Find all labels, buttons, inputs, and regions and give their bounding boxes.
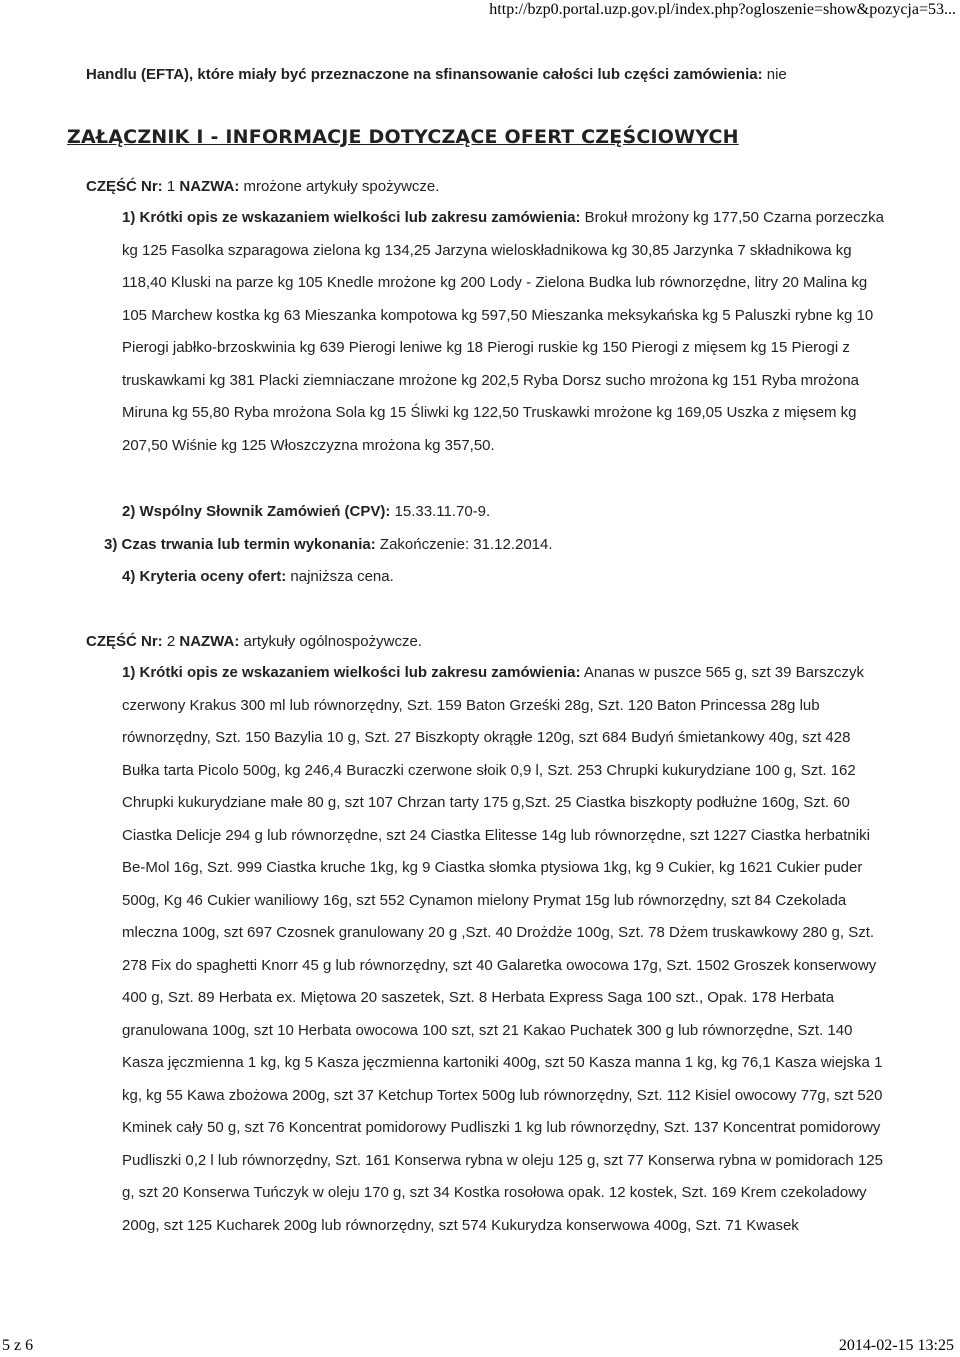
part2-description bbox=[122, 657, 892, 1242]
part1-criteria-value: najniższa cena. bbox=[290, 568, 394, 585]
part1-part-label: CZĘŚĆ Nr: bbox=[86, 178, 163, 195]
intro-value: nie bbox=[766, 66, 787, 83]
page-url: http://bzp0.portal.uzp.gov.pl/index.php?ogloszenie=show&pozycja=53... bbox=[489, 1, 956, 18]
part1-criteria bbox=[122, 568, 394, 585]
part1-desc-value: Brokuł mrożony kg 177,50 Czarna porzeczka kg 125 Fasolka szparagowa zielona kg 134,25 Jarzyna wieloskładnikowa kg 30,85 Jarzynka 7 składnikowa kg 118,40 Kluski na parze kg 105 Knedle mrożone kg 200 Lody - Zielona Budka lub równorzędne, litry 20 Malina kg 105 Marchew kostka kg 63 Mieszanka kompotowa kg 597,50 Mieszanka meksykańska kg 5 Paluszki rybne kg 10 Pierogi jabłko-brzoskwinia kg 639 Pierogi leniwe kg 18 Pierogi ruskie kg 150 Pierogi z mięsem kg 15 Pierogi z truskawkami kg 381 Placki ziemniaczane mrożone kg 202,5 Ryba Dorsz sucho mrożona kg 151 Ryba mrożona Miruna kg 55,80 Ryba mrożona Sola kg 15 Śliwki kg 122,50 Truskawki mrożone kg 169,05 Uszka z mięsem kg 207,50 Wiśnie kg 125 Włoszczyzna mrożona kg 357,50. bbox=[122, 209, 884, 454]
print-datetime: 2014-02-15 13:25 bbox=[838, 1337, 954, 1354]
part1-cpv-value: 15.33.11.70-9. bbox=[394, 503, 491, 520]
part1-part-number: 1 bbox=[166, 178, 176, 195]
intro-line bbox=[86, 66, 787, 83]
part2-desc-value: Ananas w puszce 565 g, szt 39 Barszczyk czerwony Krakus 300 ml lub równorzędny, Szt. 159 Baton Grześki 28g, Szt. 120 Baton Princessa 28g lub równorzędny, Szt. 150 Bazylia 10 g, Szt. 27 Biszkopty okrągłe 120g, szt 684 Budyń śmietankowy 40g, szt 428 Bułka tarta Picolo 500g, kg 246,4 Buraczki czerwone słoik 0,9 l, Szt. 253 Chrupki kukurydziane 100 g, Szt. 162 Chrupki kukurydziane małe 80 g, szt 107 Chrzan tarty 175 g,Szt. 25 Ciastka biszkopty podłużne 160g, Szt. 60 Ciastka Delicje 294 g lub równorzędne, szt 24 Ciastka Elitesse 14g lub równorzędne, szt 1227 Ciastka herbatniki Be-Mol 16g, Szt. 999 Ciastka kruche 1kg, kg 9 Ciastka słomka ptysiowa 1kg, kg 9 Cukier, kg 1621 Cukier puder 500g, Kg 46 Cukier waniliowy 16g, szt 552 Cynamon mielony Prymat 15g lub równorzędny, szt 84 Czekolada mleczna 100g, szt 697 Czosnek granulowany 20 g ,Szt. 40 Drożdże 100g, Szt. 78 Dżem truskawkowy 280 g, Szt. 278 Fix do spaghetti Knorr 45 g lub równorzędny, szt 40 Galaretka owocowa 17g, Szt. 1502 Groszek konserwowy 400 g, Szt. 89 Herbata ex. Miętowa 20 saszetek, Szt. 8 Herbata Express Saga 100 szt., Opak. 178 Herbata granulowana 100g, szt 10 Herbata owocowa 100 szt, szt 21 Kakao Puchatek 300 g lub równorzędne, Szt. 140 Kasza jęczmienna 1 kg, kg 5 Kasza jęczmienna kartoniki 400g, szt 50 Kasza manna 1 kg, kg 76,1 Kasza wiejska 1 kg, kg 55 Kawa zbożowa 200g, szt 37 Ketchup Tortex 500g lub równorzędny, Szt. 112 Kisiel owocowy 77g, szt 520 Kminek cały 50 g, szt 76 Koncentrat pomidorowy Pudliszki 1 kg lub równorzędny, Szt. 137 Koncentrat pomidorowy Pudliszki 0,2 l lub równorzędny, Szt. 161 Konserwa rybna w oleju 125 g, szt 77 Konserwa rybna w pomidorach 125 g, szt 20 Konserwa Tuńczyk w oleju 170 g, szt 34 Kostka rosołowa opak. 12 kostek, Szt. 169 Krem czekoladowy 200g, szt 125 Kucharek 200g lub równorzędny, szt 574 Kukurydza konserwowa 400g, Szt. 71 Kwasek bbox=[122, 664, 883, 1234]
part2-desc-label: 1) Krótki opis ze wskazaniem wielkości lub zakresu zamówienia: bbox=[122, 664, 581, 681]
part1-header bbox=[86, 178, 439, 195]
part1-cpv-label: 2) Wspólny Słownik Zamówień (CPV): bbox=[122, 503, 391, 520]
part1-name-label: NAZWA: bbox=[179, 178, 240, 195]
part1-time-label: 3) Czas trwania lub termin wykonania: bbox=[104, 536, 376, 553]
part1-cpv bbox=[122, 503, 490, 520]
part1-name-value: mrożone artykuły spożywcze. bbox=[243, 178, 440, 195]
part2-part-label: CZĘŚĆ Nr: bbox=[86, 633, 163, 650]
part2-name-label: NAZWA: bbox=[179, 633, 240, 650]
part2-name-value: artykuły ogólnospożywcze. bbox=[243, 633, 422, 650]
annex-title: ZAŁĄCZNIK I - INFORMACJE DOTYCZĄCE OFERT CZĘŚCIOWYCH bbox=[67, 126, 739, 148]
page-number: 5 z 6 bbox=[2, 1337, 34, 1354]
part2-header bbox=[86, 633, 422, 650]
part2-part-number: 2 bbox=[166, 633, 176, 650]
intro-label: Handlu (EFTA), które miały być przeznaczone na sfinansowanie całości lub części zamówienia: bbox=[86, 66, 763, 83]
part1-desc-label: 1) Krótki opis ze wskazaniem wielkości lub zakresu zamówienia: bbox=[122, 209, 581, 226]
part1-description bbox=[122, 202, 892, 462]
part1-criteria-label: 4) Kryteria oceny ofert: bbox=[122, 568, 287, 585]
part1-time bbox=[104, 536, 553, 553]
part1-time-value: Zakończenie: 31.12.2014. bbox=[379, 536, 553, 553]
